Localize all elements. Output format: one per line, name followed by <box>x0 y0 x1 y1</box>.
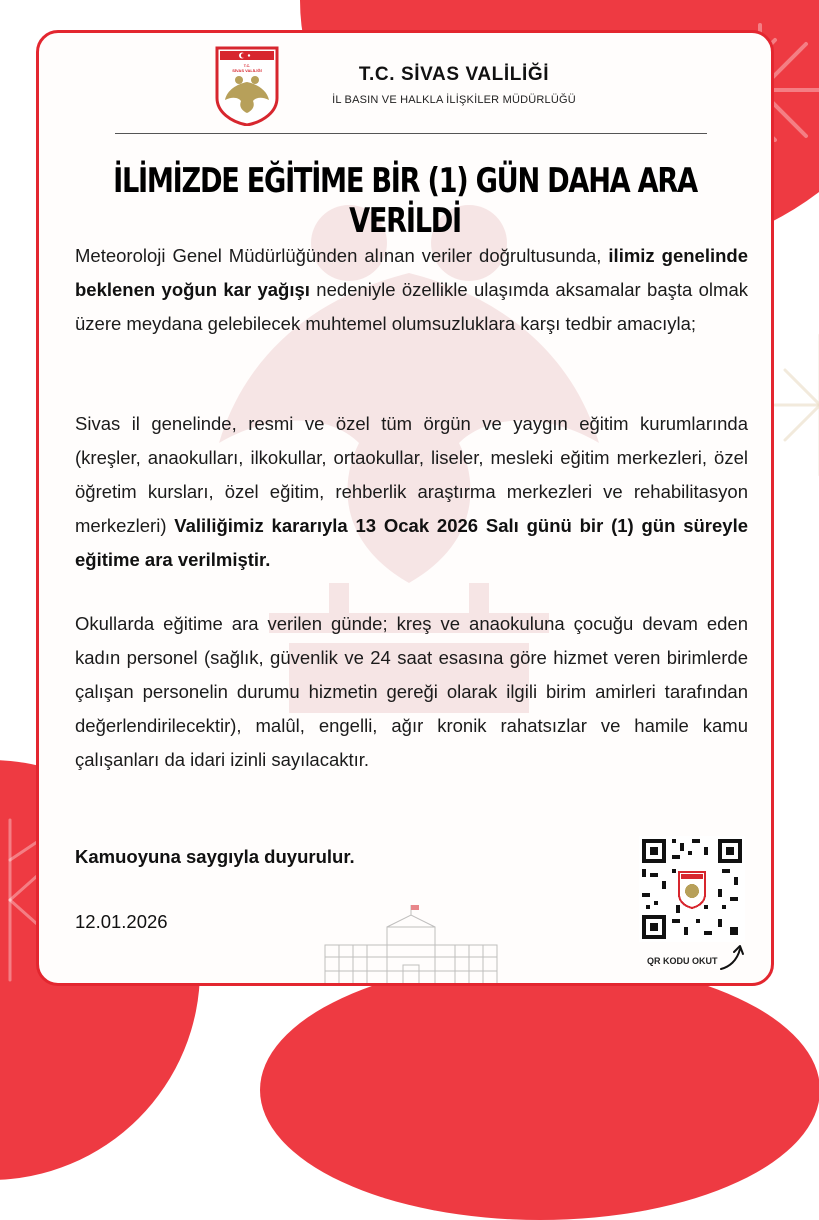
announcement-date: 12.01.2026 <box>75 911 168 932</box>
announcement-card <box>36 30 774 986</box>
sivas-valiligi-emblem <box>215 46 279 126</box>
paragraph-3: Okullarda eğitime ara verilen günde; kreş ve anaokuluna çocuğu devam eden kadın personel (sağlık, güvenlik ve 24 saat esasına göre hizmet veren birimlerde çalışan personelin durumu hizmetin gereği olarak ilgili birim amirleri tarafından değerlendirilecektir), malûl, engelli, ağır kronik rahatsızlar ve hamile kamu çalışanları da idari izinli sayılacaktır. <box>75 613 748 770</box>
paragraph-1-text-end: nedeniyle özellikle ulaşımda aksamalar başta olmak üzere meydana gelebilecek muhtemel olumsuzluklara karşı tedbir amacıyla; <box>75 279 748 334</box>
paragraph-2-text: Sivas il genelinde, resmi ve özel tüm örgün ve yaygın eğitim kurumlarında (kreşler, anaokulları, ilkokullar, ortaokullar, liseler, mesleki eğitim merkezleri, özel öğretim kursları, özel eğitim, rehberlik araştırma merkezleri ve rehabilitasyon merkezleri) <box>75 413 748 536</box>
paragraph-1-emphasis: ilimiz genelinde beklenen yoğun kar yağışı <box>75 245 748 300</box>
closing-line: Kamuoyuna saygıyla duyurulur. <box>75 846 355 867</box>
svg-text:SİVAS VALİLİĞİ: SİVAS VALİLİĞİ <box>232 68 262 73</box>
svg-text:T.C.: T.C. <box>243 64 251 68</box>
paragraph-2 <box>75 407 748 577</box>
paragraph-1-text: Meteoroloji Genel Müdürlüğünden alınan veriler doğrultusunda, <box>75 245 609 266</box>
qr-code[interactable] <box>639 836 745 942</box>
header-divider <box>115 133 707 134</box>
header-subtitle: İL BASIN VE HALKLA İLİŞKİLER MÜDÜRLÜĞÜ <box>332 94 576 106</box>
governorship-building-icon <box>321 905 501 986</box>
snowflake-icon <box>770 330 819 480</box>
paragraph-2-emphasis: Valiliğimiz kararıyla 13 Ocak 2026 Salı günü bir (1) gün süreyle eğitime ara verilmiştir. <box>75 515 749 570</box>
background-shape-bottom <box>260 960 819 1220</box>
qr-label: QR KODU OKUT <box>647 956 718 966</box>
headline: İLİMİZDE EĞİTİME BİR (1) GÜN DAHA ARA VERİLDİ <box>113 161 697 241</box>
curved-arrow-icon <box>719 943 745 971</box>
paragraph-1 <box>75 239 748 341</box>
header-title: T.C. SİVAS VALİLİĞİ <box>358 64 550 85</box>
